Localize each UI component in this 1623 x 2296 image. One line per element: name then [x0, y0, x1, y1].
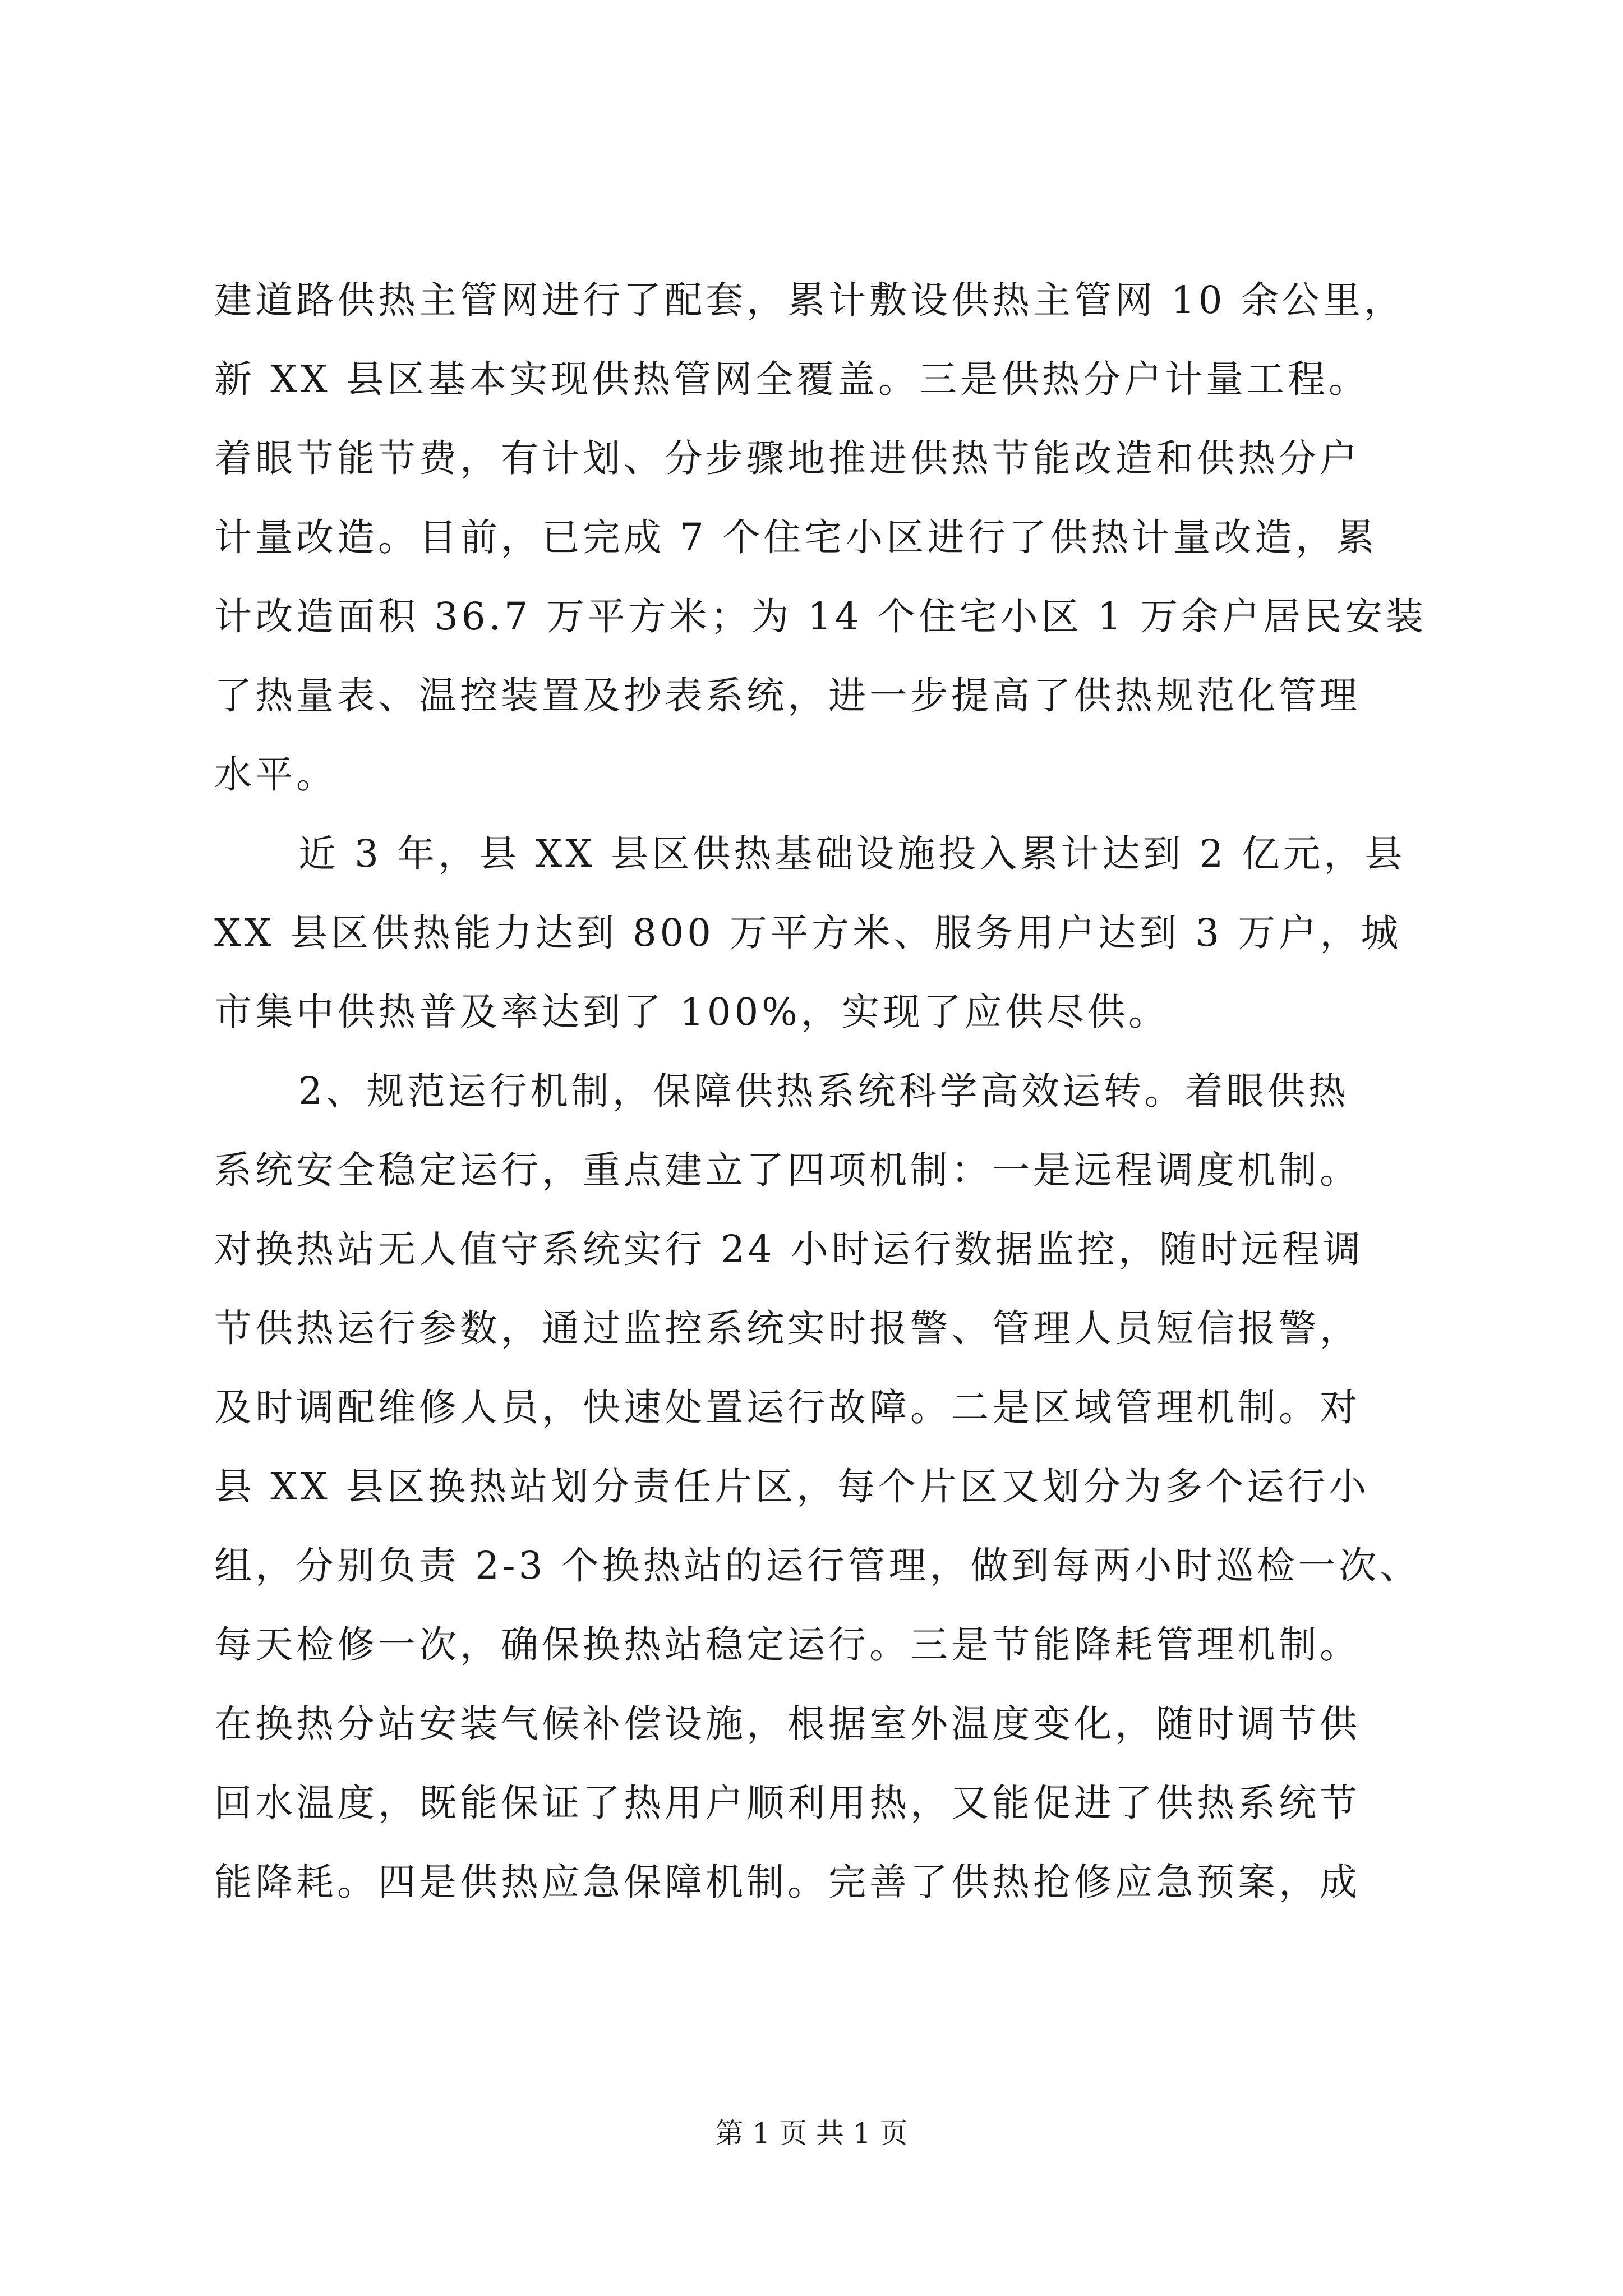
- paragraph-first-line: 近 3 年，县 XX 县区供热基础设施投入累计达到 2 亿元，县: [298, 832, 1406, 876]
- text-line: 组，分别负责 2-3 个换热站的运行管理，做到每两小时巡检一次、: [214, 1544, 1421, 1588]
- text-line: 着眼节能节费，有计划、分步骤地推进供热节能改造和供热分户: [214, 436, 1361, 480]
- text-line: 水平。: [214, 753, 337, 797]
- document-body: [214, 261, 1448, 1922]
- text-line: 回水温度，既能保证了热用户顺利用热，又能促进了供热系统节: [214, 1781, 1361, 1825]
- text-line: 了热量表、温控装置及抄表系统，进一步提高了供热规范化管理: [214, 674, 1361, 717]
- text-line: 及时调配维修人员，快速处置运行故障。二是区域管理机制。对: [214, 1386, 1361, 1429]
- text-line: 县 XX 县区换热站划分责任片区，每个片区又划分为多个运行小: [214, 1465, 1370, 1508]
- text-line: 新 XX 县区基本实现供热管网全覆盖。三是供热分户计量工程。: [214, 357, 1370, 401]
- paragraph-first-line: 2、规范运行机制，保障供热系统科学高效运转。着眼供热: [298, 1069, 1349, 1113]
- text-line: 能降耗。四是供热应急保障机制。完善了供热抢修应急预案，成: [214, 1860, 1361, 1904]
- text-line: 系统安全稳定运行，重点建立了四项机制：一是远程调度机制。: [214, 1148, 1361, 1192]
- text-line: 每天检修一次，确保换热站稳定运行。三是节能降耗管理机制。: [214, 1623, 1361, 1667]
- page-footer: 第 1 页 共 1 页: [715, 2117, 908, 2150]
- text-line: 计改造面积 36.7 万平方米；为 14 个住宅小区 1 万余户居民安装: [214, 595, 1427, 638]
- text-line: 计量改造。目前，已完成 7 个住宅小区进行了供热计量改造，累: [214, 516, 1378, 559]
- text-line: 市集中供热普及率达到了 100%，实现了应供尽供。: [214, 990, 1169, 1034]
- text-line: 在换热分站安装气候补偿设施，根据室外温度变化，随时调节供: [214, 1702, 1361, 1746]
- text-line: 节供热运行参数，通过监控系统实时报警、管理人员短信报警，: [214, 1306, 1361, 1350]
- text-line: 对换热站无人值守系统实行 24 小时运行数据监控，随时远程调: [214, 1227, 1364, 1271]
- text-line: XX 县区供热能力达到 800 万平方米、服务用户达到 3 万户，城: [214, 911, 1402, 955]
- text-line: 建道路供热主管网进行了配套，累计敷设供热主管网 10 余公里，: [214, 278, 1405, 322]
